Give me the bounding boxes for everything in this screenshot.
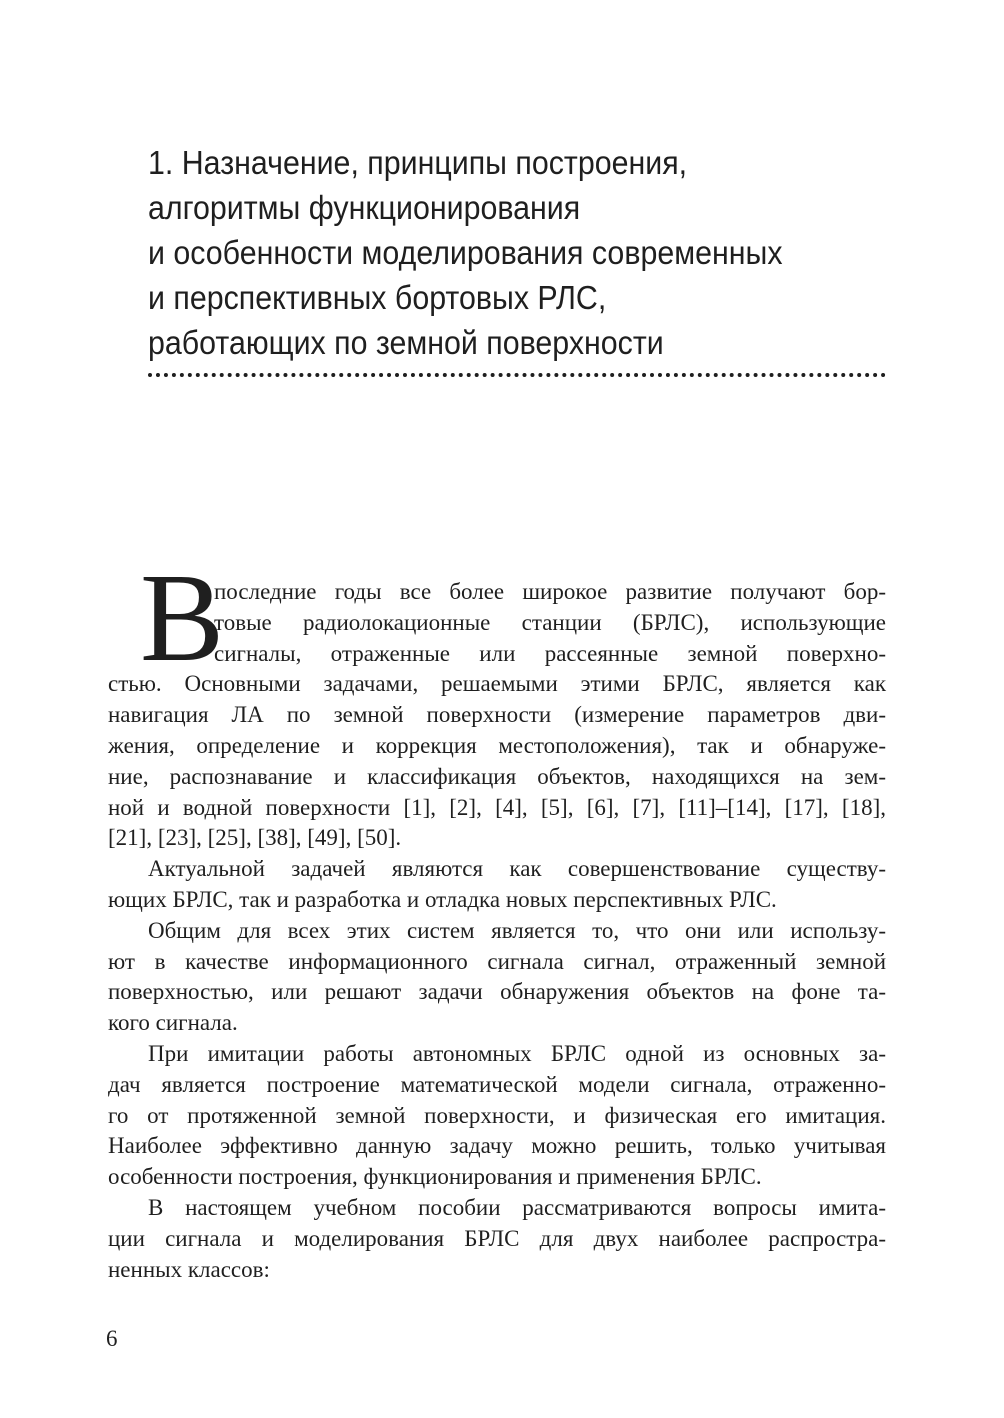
text-line: При имитации работы автономных БРЛС одной из основных за- [148, 1040, 886, 1066]
text-line: последние годы все более широкое развитие получают бор- [214, 579, 886, 604]
page-number: 6 [106, 1326, 118, 1351]
body-text [108, 577, 886, 1285]
text-line: дач является построение математической модели сигнала, отраженно- [108, 1071, 886, 1097]
title-dotted-rule [148, 373, 886, 377]
text-line: В настоящем учебном пособии рассматриваются вопросы имита- [148, 1194, 886, 1220]
chapter-title-line: и особенности моделирования современных [148, 234, 783, 271]
text-line: ют в качестве информационного сигнала сигнал, отраженный земной [108, 948, 886, 974]
text-line: жения, определение и коррекция местоположения), так и обнаруже- [108, 732, 886, 758]
text-line: Наиболее эффективно данную задачу можно решить, только учитывая [108, 1133, 886, 1159]
chapter-title-line: работающих по земной поверхности [148, 324, 664, 361]
text-line: навигация ЛА по земной поверхности (измерение параметров дви- [108, 702, 886, 728]
text-line: ние, распознавание и классификация объектов, находящихся на зем- [108, 763, 886, 789]
text-line: кого сигнала. [108, 1010, 238, 1036]
text-line: Актуальной задачей являются как совершенствование существу- [148, 856, 886, 882]
drop-cap: В [140, 549, 225, 688]
chapter-title-line: алгоритмы функционирования [148, 189, 581, 226]
text-line: товые радиолокационные станции (БРЛС), использующие [214, 609, 886, 635]
text-line: го от протяженной земной поверхности, и физическая его имитация. [108, 1102, 886, 1128]
text-line: [21], [23], [25], [38], [49], [50]. [108, 825, 402, 851]
text-line: особенности построения, функционирования и применения БРЛС. [108, 1164, 762, 1190]
text-line: ющих БРЛС, так и разработка и отладка новых перспективных РЛС. [108, 886, 777, 912]
text-line: сигналы, отраженные или рассеянные земной поверхно- [214, 640, 886, 666]
text-line: ции сигнала и моделирования БРЛС для двух наиболее распростра- [108, 1225, 886, 1251]
text-line: Общим для всех этих систем является то, что они или использу- [148, 917, 886, 943]
chapter-title-line: и перспективных бортовых РЛС, [148, 279, 607, 316]
text-line: поверхностью, или решают задачи обнаружения объектов на фоне та- [108, 979, 886, 1005]
chapter-title [148, 140, 847, 365]
text-line: стью. Основными задачами, решаемыми этими БРЛС, является как [108, 671, 886, 697]
chapter-title-line: 1. Назначение, принципы построения, [148, 144, 688, 181]
text-line: ненных классов: [108, 1256, 270, 1282]
text-line: ной и водной поверхности [1], [2], [4], [5], [6], [7], [11]–[14], [17], [18], [108, 794, 886, 820]
